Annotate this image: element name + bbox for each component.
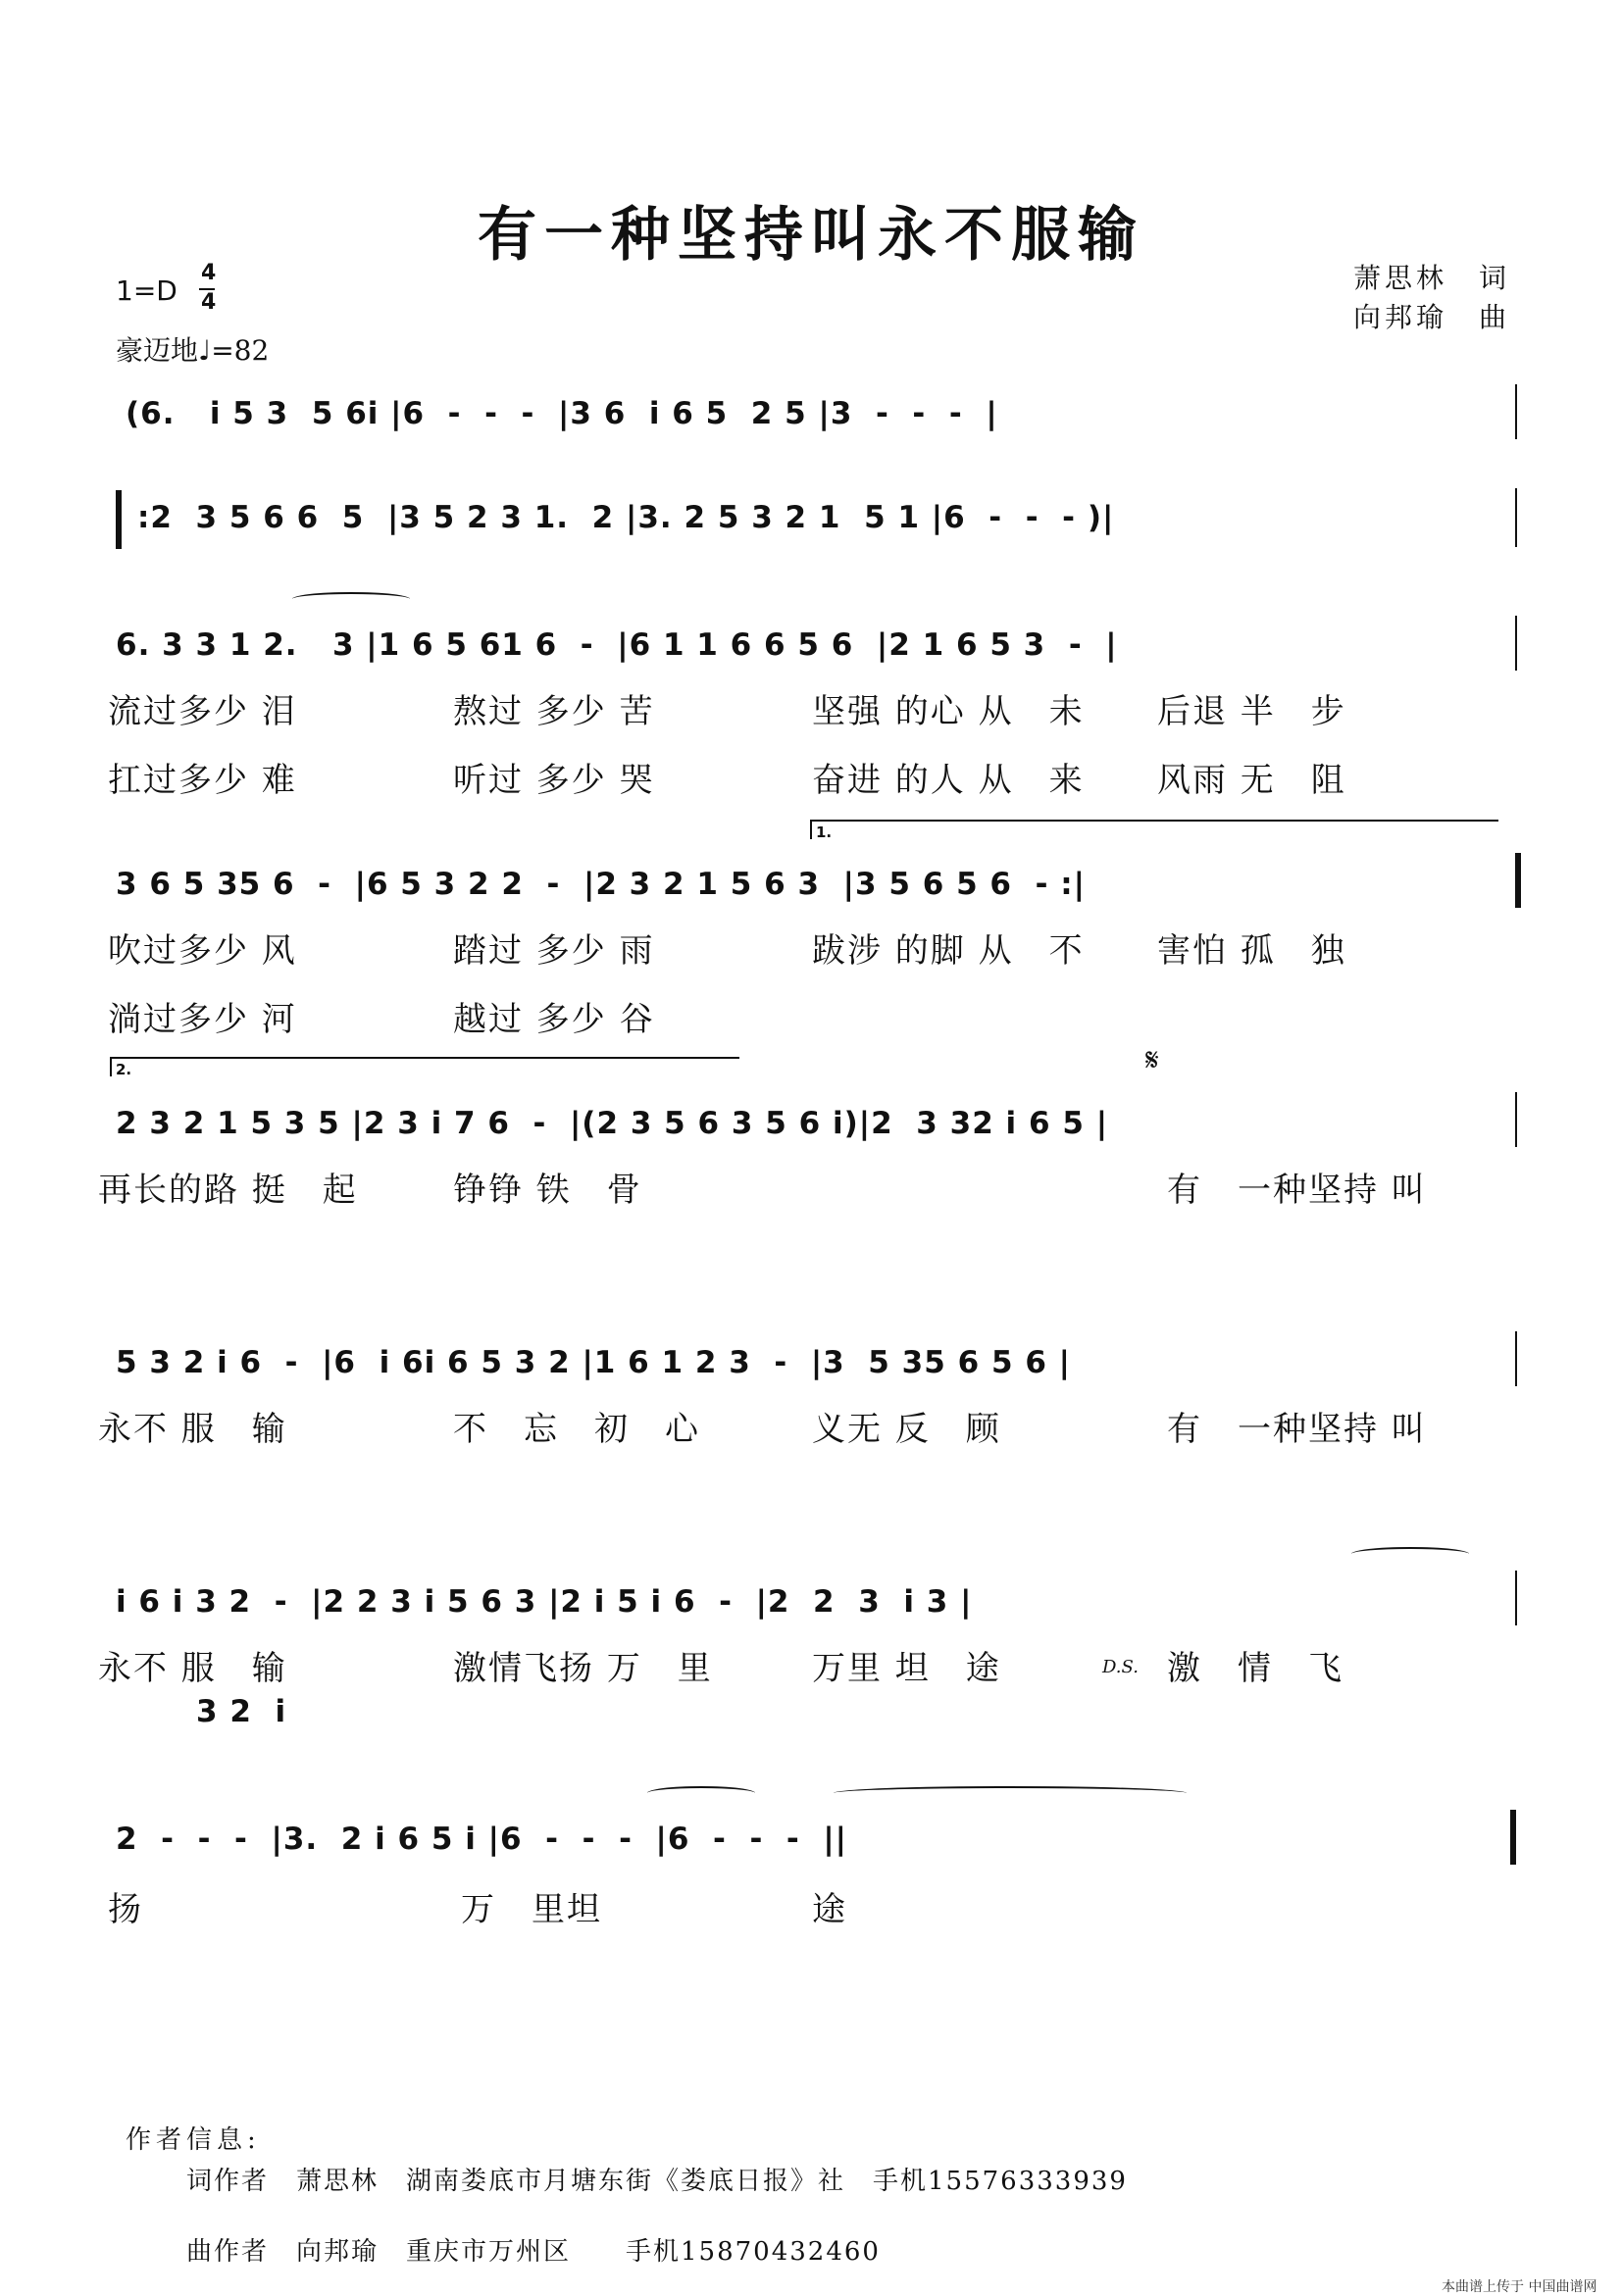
lyric-phrase: 激情飞扬 万 里	[453, 1649, 713, 1688]
lyric-phrase: 铮铮 铁 骨	[453, 1171, 642, 1210]
lyric-phrase: 奋进 的人 从 来	[812, 761, 1085, 800]
lyric-phrase: 扛过多少 难	[108, 761, 297, 800]
lyric-phrase: 越过 多少 谷	[453, 1000, 655, 1039]
lyric-phrase: 吹过多少 风	[108, 931, 297, 971]
lyric-phrase: 后退 半 步	[1157, 692, 1346, 731]
lyric-phrase: 有 一种坚持 叫	[1167, 1171, 1427, 1210]
alternate-notes: 3 2 i	[196, 1694, 287, 1729]
lyric-phrase: 有 一种坚持 叫	[1167, 1410, 1427, 1449]
notes-system-8: 2 - - - |3. 2 i 6 5 i |6 - - - |6 - - - ||	[116, 1822, 847, 1857]
barline	[1515, 384, 1517, 439]
barline	[1515, 488, 1517, 547]
lyric-phrase: 淌过多少 河	[108, 1000, 297, 1039]
lyric-phrase: 万 里坦	[461, 1890, 602, 1929]
notes-system-6: 5 3 2 i 6 - |6 i 6i 6 5 3 2 |1 6 1 2 3 - |3 5 35 6 5 6 |	[116, 1345, 1072, 1380]
lyricist-info: 词作者 萧思林 湖南娄底市月塘东街《娄底日报》社 手机15576333939	[186, 2167, 1128, 2196]
lyric-phrase: 听过 多少 哭	[453, 761, 655, 800]
lyricist-credit: 萧思林 词	[1353, 262, 1511, 294]
barline	[1515, 616, 1517, 671]
lyric-phrase: 扬	[108, 1890, 143, 1929]
final-barline	[1510, 1810, 1516, 1865]
repeat-start-bar	[116, 490, 122, 549]
lyric-phrase: 万里 坦 途	[812, 1649, 1001, 1688]
lyrics-line	[108, 684, 297, 732]
slur	[292, 592, 410, 606]
key-signature: 1=D	[116, 275, 177, 307]
volta-1-bracket	[810, 820, 1498, 839]
volta-1-label: 1.	[816, 824, 833, 841]
slur	[834, 1786, 1187, 1800]
lyric-phrase: 途	[812, 1890, 847, 1929]
notes-system-7: i 6 i 3 2 - |2 2 3 i 5 6 3 |2 i 5 i 6 - |2 2 3 i 3 |	[116, 1584, 973, 1620]
lyric-phrase: 跋涉 的脚 从 不	[812, 931, 1085, 971]
lyric-phrase: 激 情 飞	[1167, 1649, 1343, 1688]
lyric-phrase: 坚强 的心 从 未	[812, 692, 1085, 731]
segno-sign: 𝄋	[1145, 1041, 1159, 1078]
slur	[1351, 1547, 1469, 1561]
lyric-phrase: 不 忘 初 心	[453, 1410, 700, 1449]
composer-info: 曲作者 向邦瑜 重庆市万州区 手机15870432460	[186, 2237, 881, 2267]
lyric-phrase: 熬过 多少 苦	[453, 692, 655, 731]
barline	[1515, 1092, 1517, 1147]
footer-watermark: 本曲谱上传于 中国曲谱网	[1442, 2279, 1597, 2295]
slur	[647, 1786, 755, 1800]
lyric-phrase: 风雨 无 阻	[1157, 761, 1346, 800]
lyric-phrase: 流过多少 泪	[108, 692, 297, 731]
composer-credit: 向邦瑜 曲	[1353, 301, 1511, 333]
volta-2-bracket	[110, 1057, 739, 1076]
notes-system-1: (6. i 5 3 5 6i |6 - - - |3 6 i 6 5 2 5 |3 - - - |	[126, 396, 998, 431]
author-info-heading: 作者信息:	[126, 2125, 261, 2155]
time-signature-top: 4	[201, 261, 217, 285]
notes-system-3: 6. 3 3 1 2. 3 |1 6 5 61 6 - |6 1 1 6 6 5 6 |2 1 6 5 3 - |	[116, 627, 1118, 663]
lyric-phrase: 踏过 多少 雨	[453, 931, 655, 971]
barline	[1515, 1571, 1517, 1625]
repeat-end-bar	[1515, 853, 1521, 908]
page-title: 有一种坚持叫永不服输	[478, 201, 1144, 270]
notes-system-5: 2 3 2 1 5 3 5 |2 3 i 7 6 - |(2 3 5 6 3 5 6 i)|2 3 32 i 6 5 |	[116, 1106, 1109, 1141]
volta-2-label: 2.	[116, 1061, 132, 1078]
dal-segno-marking: D.S.	[1102, 1657, 1139, 1677]
lyric-phrase: 再长的路 挺 起	[98, 1171, 358, 1210]
barline	[1515, 1331, 1517, 1386]
notes-system-2: :2 3 5 6 6 5 |3 5 2 3 1. 2 |3. 2 5 3 2 1 5 1 |6 - - - )|	[137, 500, 1115, 535]
time-signature-bottom: 4	[201, 290, 217, 315]
lyric-phrase: 永不 服 输	[98, 1649, 287, 1688]
lyric-phrase: 义无 反 顾	[812, 1410, 1001, 1449]
lyric-phrase: 永不 服 输	[98, 1410, 287, 1449]
notes-system-4: 3 6 5 35 6 - |6 5 3 2 2 - |2 3 2 1 5 6 3 |3 5 6 5 6 - :|	[116, 867, 1086, 902]
tempo-marking: 豪迈地♩=82	[116, 334, 270, 367]
lyric-phrase: 害怕 孤 独	[1157, 931, 1346, 971]
